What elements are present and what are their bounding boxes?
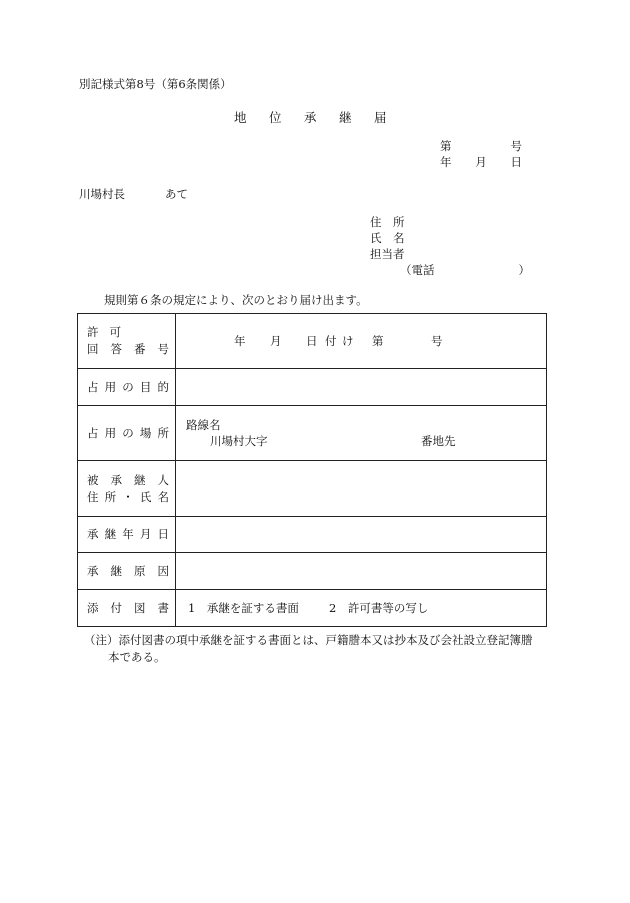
label-char: 回 [87,342,99,356]
label-char: ・ [122,489,134,504]
permit-value-cell[interactable] [176,314,547,369]
title-char: 承 [304,110,317,125]
person-label: 担当者 [370,247,405,261]
table-row-permit [78,314,547,369]
predecessor-label-line2 [87,489,169,506]
label-char: 的 [157,379,169,394]
label-char: 用 [104,379,117,394]
phone-close: ） [518,263,530,277]
reason-label-cell [78,553,176,590]
addressee [79,186,188,202]
label-char: の [122,379,134,394]
permit-date-number [176,333,546,349]
attachments-label-cell [78,590,176,627]
label-char: 人 [157,472,169,487]
title-char: 届 [374,110,387,125]
label-char: 月 [139,527,152,541]
permit-label-line1 [87,324,121,341]
label-char: 日 [157,527,169,541]
label-char: 可 [109,325,121,339]
label-char: 住 [87,489,99,504]
label-char: 図 [134,600,146,615]
reason-value-cell[interactable] [176,553,547,590]
year-label: 年 [440,155,452,169]
table-row-location [78,406,547,461]
label-char: 場 [139,425,152,440]
label-char: 年 [122,527,134,541]
label-char: 占 [87,425,99,440]
label-char: 書 [157,600,169,615]
village-label: 川場村大字 [210,434,268,448]
title-char: 継 [339,110,352,125]
route-label: 路線名 [186,418,221,432]
permit-label-cell [78,314,176,369]
table-row-attachments [78,590,547,627]
label-char: 答 [110,342,122,356]
document-title [234,108,409,126]
addressee-suffix: あて [165,187,188,201]
document-number-date [440,138,522,170]
form-reference: 別記様式第8号（第6条関係） [79,77,232,91]
title-char: 位 [269,110,282,125]
label-char: 名 [157,489,169,504]
label-char: の [122,425,134,440]
date-label-cell [78,517,176,553]
location-label-cell [78,406,176,461]
permit-year: 年 [234,334,246,348]
label-char: 承 [87,563,99,578]
date-value-cell[interactable] [176,517,547,553]
day-label: 日 [510,155,522,169]
permit-month: 月 [270,334,282,348]
lot-label: 番地先 [421,434,456,448]
label-char: 占 [87,379,99,394]
go-label: 号 [510,139,522,153]
label-char: 因 [157,563,169,578]
label-char: 承 [87,527,99,541]
label-char: 目 [139,379,152,394]
label-char: 継 [134,472,146,487]
permit-ke: け [342,334,354,348]
permit-day: 日 [306,334,318,348]
permit-fu: 付 [325,334,337,348]
dai-label: 第 [440,139,452,153]
label-char: 用 [104,425,117,440]
predecessor-label-line1 [87,472,169,489]
label-char: 被 [87,472,99,487]
address-label: 住 所 [370,215,405,229]
attachments-list [176,600,546,616]
table-row-date [78,517,547,553]
label-char: 添 [87,600,99,615]
permit-label-line2 [87,341,169,358]
phone-open: （電話 [400,263,435,277]
applicant-block [370,214,530,278]
table-row-predecessor [78,461,547,517]
label-char: 号 [157,342,169,356]
footnote-line1: （注）添付図書の項中承継を証する書面とは、戸籍謄本又は抄本及び会社設立登記簿謄 [84,633,533,647]
name-label: 氏 名 [370,231,405,245]
title-char: 地 [234,110,247,125]
label-char: 承 [110,472,122,487]
document-date [440,154,522,170]
document-number [440,138,522,154]
phone-line [370,262,530,278]
table-row-reason [78,553,547,590]
attachments-value-cell[interactable] [176,590,547,627]
footnote-line2: 本である。 [108,650,166,664]
label-char: 継 [110,563,122,578]
label-char: 継 [104,527,117,541]
footnote [84,632,533,666]
attachment-item-1: 1 承継を証する書面 [188,601,299,615]
predecessor-value-cell[interactable] [176,461,547,517]
addressee-name: 川場村長 [79,187,125,201]
location-value-cell[interactable] [176,406,547,461]
attachment-item-2: 2 許可書等の写し [329,601,429,615]
label-char: 所 [157,425,169,440]
label-char: 許 [87,325,99,339]
form-table [77,313,547,627]
label-char: 付 [110,600,122,615]
label-char: 氏 [139,489,152,504]
purpose-value-cell[interactable] [176,369,547,406]
table-row-purpose [78,369,547,406]
label-char: 所 [104,489,117,504]
predecessor-label-cell [78,461,176,517]
label-char: 番 [134,342,146,356]
statement: 規則第６条の規定により、次のとおり届け出ます。 [104,293,368,307]
purpose-label-cell [78,369,176,406]
address-line [186,433,546,449]
permit-dai: 第 [372,334,384,348]
label-char: 原 [134,563,146,578]
permit-go: 号 [431,334,443,348]
month-label: 月 [475,155,487,169]
